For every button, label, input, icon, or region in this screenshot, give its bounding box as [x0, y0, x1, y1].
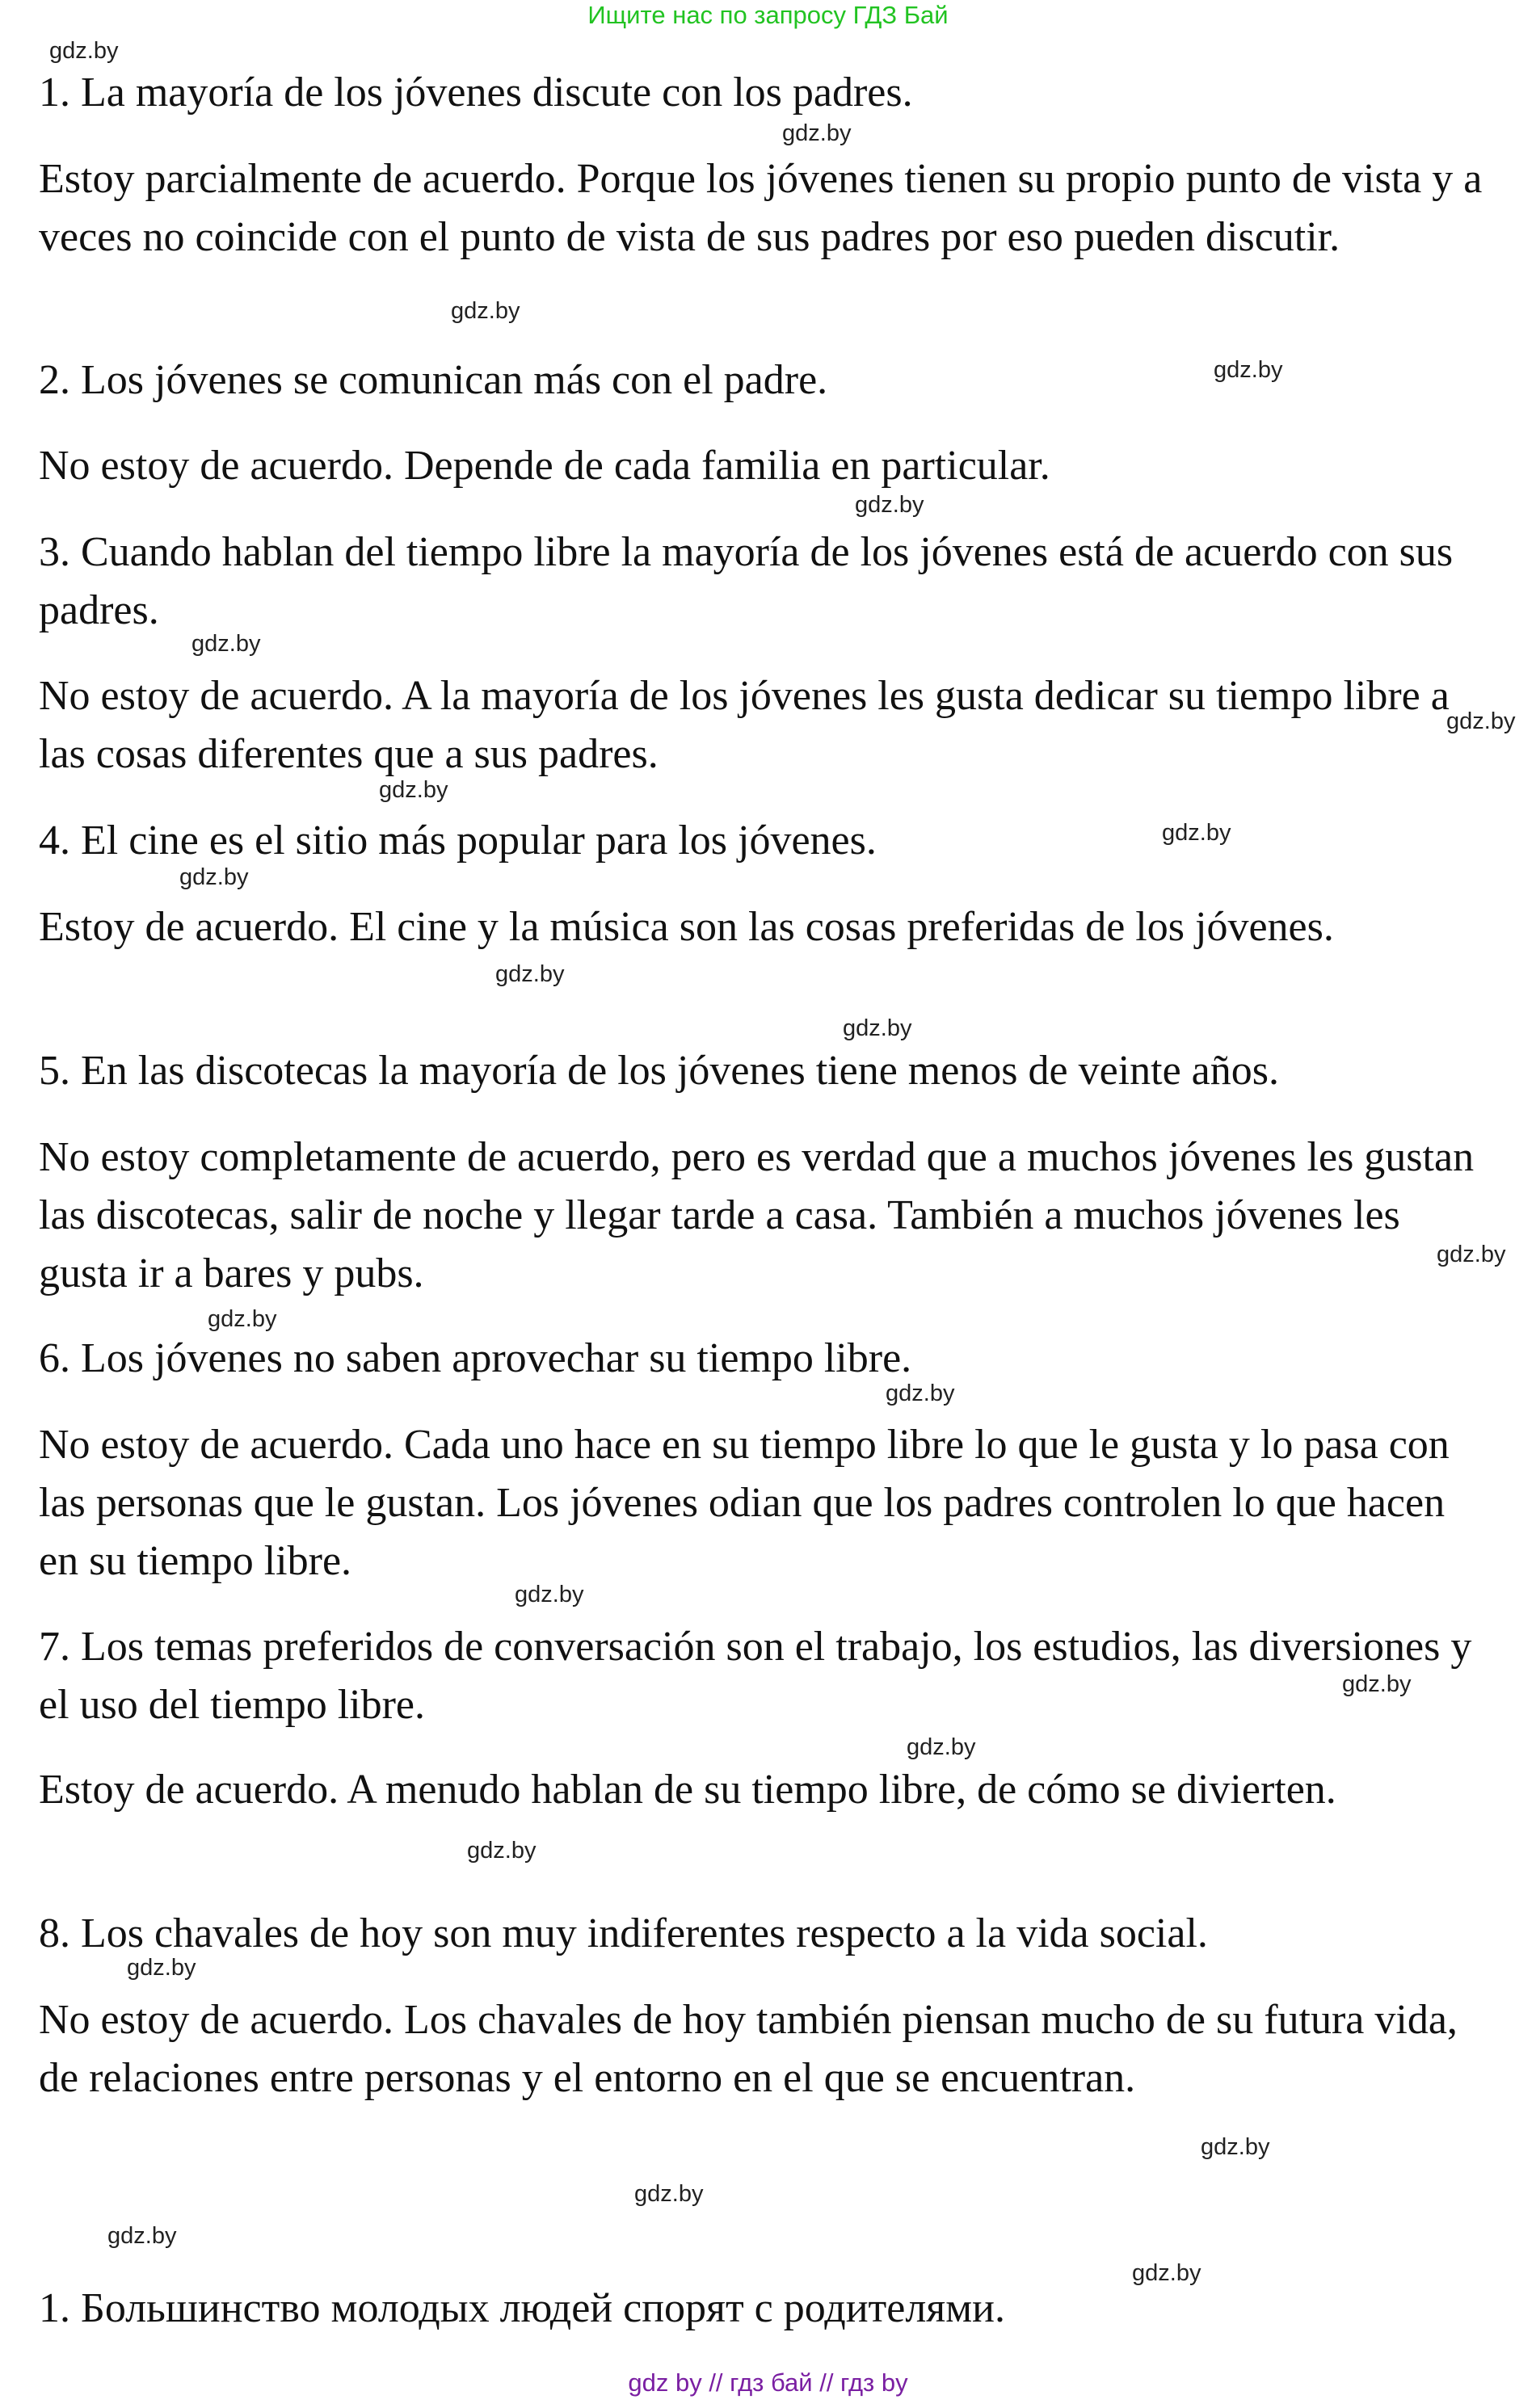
watermark: gdz.by	[1446, 708, 1516, 734]
watermark: gdz.by	[451, 298, 520, 324]
search-hint-banner: Ищите нас по запросу ГДЗ Бай	[587, 1, 949, 29]
footer-watermark: gdz by // гдз бай // гдз by	[628, 2368, 908, 2397]
answer-5: No estoy completamente de acuerdo, pero es verdad que a muchos jóvenes les gustan las discotecas, salir de noche y llegar tarde a casa. También a muchos jóvenes les gusta ir a bares y pubs.	[39, 1134, 1475, 1296]
watermark: gdz.by	[843, 1015, 912, 1041]
watermark: gdz.by	[1162, 820, 1231, 846]
answer-4: Estoy de acuerdo. El cine y la música son las cosas preferidas de los jóvenes.	[39, 904, 1334, 950]
answer-8: No estoy de acuerdo. Los chavales de hoy también piensan mucho de su futura vida, de relaciones entre personas y el entorno en el que se encuentran.	[39, 1997, 1458, 2101]
watermark: gdz.by	[855, 492, 924, 518]
statement-1: 1. La mayoría de los jóvenes discute con los padres.	[39, 69, 913, 116]
watermark: gdz.by	[1132, 2260, 1201, 2286]
statement-6: 6. Los jóvenes no saben aprovechar su tiempo libre.	[39, 1335, 912, 1381]
watermark: gdz.by	[782, 120, 852, 146]
watermark: gdz.by	[208, 1306, 277, 1332]
statement-5: 5. En las discotecas la mayoría de los jóvenes tiene menos de veinte años.	[39, 1048, 1279, 1094]
watermark: gdz.by	[467, 1838, 537, 1864]
answer-2: No estoy de acuerdo. Depende de cada familia en particular.	[39, 443, 1050, 489]
statement-8: 8. Los chavales de hoy son muy indiferentes respecto a la vida social.	[39, 1910, 1208, 1956]
watermark: gdz.by	[634, 2181, 704, 2207]
answer-1: Estoy parcialmente de acuerdo. Porque los jóvenes tienen su propio punto de vista y a veces no coincide con el punto de vista de sus padres por eso pueden discutir.	[39, 156, 1483, 260]
watermark: gdz.by	[495, 961, 565, 987]
answer-3: No estoy de acuerdo. A la mayoría de los jóvenes les gusta dedicar su tiempo libre a las cosas diferentes que a sus padres.	[39, 673, 1450, 777]
watermark: gdz.by	[49, 38, 119, 64]
statement-3: 3. Cuando hablan del tiempo libre la mayoría de los jóvenes está de acuerdo con sus padres.	[39, 529, 1454, 633]
watermark: gdz.by	[127, 1955, 196, 1981]
watermark: gdz.by	[1437, 1242, 1506, 1267]
watermark: gdz.by	[1214, 357, 1283, 383]
answer-6: No estoy de acuerdo. Cada uno hace en su tiempo libre lo que le gusta y lo pasa con las personas que le gustan. Los jóvenes odian que los padres controlen lo que hacen en su tiempo libre.	[39, 1422, 1450, 1584]
statement-2: 2. Los jóvenes se comunican más con el padre.	[39, 357, 828, 403]
watermark: gdz.by	[886, 1381, 955, 1406]
watermark: gdz.by	[107, 2223, 177, 2249]
watermark: gdz.by	[907, 1734, 976, 1760]
watermark: gdz.by	[379, 777, 448, 803]
watermark: gdz.by	[1201, 2134, 1270, 2160]
watermark: gdz.by	[1342, 1671, 1412, 1697]
translation-1: 1. Большинство молодых людей спорят с родителями.	[39, 2285, 1005, 2331]
statement-4: 4. El cine es el sitio más popular para los jóvenes.	[39, 817, 877, 864]
watermark: gdz.by	[179, 864, 249, 890]
watermark: gdz.by	[191, 631, 261, 657]
answer-7: Estoy de acuerdo. A menudo hablan de su tiempo libre, de cómo se divierten.	[39, 1767, 1336, 1813]
statement-7: 7. Los temas preferidos de conversación son el trabajo, los estudios, las diversiones y el uso del tiempo libre.	[39, 1624, 1472, 1728]
watermark: gdz.by	[515, 1582, 584, 1607]
